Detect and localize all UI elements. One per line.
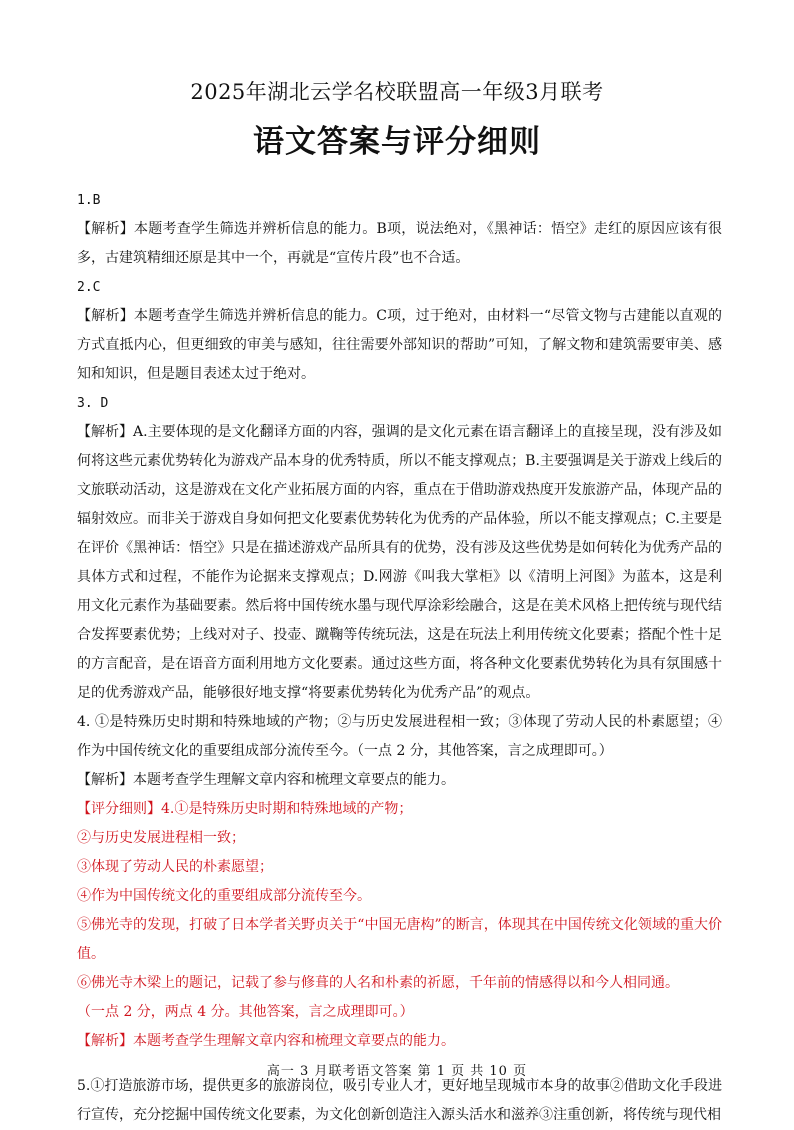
q3-answer: 3. D — [77, 396, 109, 411]
answer-content — [77, 186, 722, 1130]
q2-analysis: 【解析】本题考查学生筛选并辨析信息的能力。C项，过于绝对，由材料一“尽管文物与古建能以直观的方式直抵内心，但更细致的审美与感知，往往需要外部知识的帮助”可知，了解文物和建筑需要审美、感知和知识，但是题目表述太过于绝对。 — [77, 308, 722, 382]
q4-rubric-line-8: 【解析】本题考查学生理解文章内容和梳理文章要点的能力。 — [77, 1033, 455, 1049]
q3-analysis: 【解析】A.主要体现的是文化翻译方面的内容，强调的是文化元素在语言翻译上的直接呈现，没有涉及如何将这些元素优势转化为游戏产品本身的优秀特质，所以不能支撑观点；B.主要强调是关于游戏上线后的文旅联动活动，这是游戏在文化产业拓展方面的内容，重点在于借助游戏热度开发旅游产品，体现产品的辐射效应。而非关于游戏自身如何把文化要素优势转化为优秀的产品体验，所以不能支撑观点；C.主要是在评价《黑神话：悟空》只是在描述游戏产品所具有的优势，没有涉及这些优势是如何转化为优秀产品的具体方式和过程，不能作为论据来支撑观点；D.网游《叫我大掌柜》以《清明上河图》为蓝本，这是利用文化元素作为基础要素。然后将中国传统水墨与现代厚涂彩绘融合，这是在美术风格上把传统与现代结合发挥要素优势；上线对对子、投壶、蹴鞠等传统玩法，这是在玩法上利用传统文化要素；搭配个性十足的方言配音，是在语音方面利用地方文化要素。通过这些方面，将各种文化要素优势转化为具有氛围感十足的优秀游戏产品，能够很好地支撑“将要素优势转化为优秀产品”的观点。 — [77, 424, 722, 701]
q4-analysis: 【解析】本题考查学生理解文章内容和梳理文章要点的能力。 — [77, 772, 455, 788]
q4-rubric-line-1 — [77, 795, 722, 824]
q4-rubric-line-4: ④作为中国传统文化的重要组成部分流传至今。 — [77, 888, 371, 904]
rubric-text: 4.①是特殊历史时期和特殊地域的产物； — [161, 801, 413, 817]
q4-answer: 4. ①是特殊历史时期和特殊地域的产物；②与历史发展进程相一致；③体现了劳动人民的朴素愿望；④作为中国传统文化的重要组成部分流传至今。（一点 2 分，其他答案，言之成理即可。） — [77, 714, 722, 759]
page-footer: 高一 3 月联考语文答案 第 1 页 共 10 页 — [266, 1064, 528, 1079]
q4-rubric-line-7: （一点 2 分，两点 4 分。其他答案，言之成理即可。） — [77, 1004, 414, 1020]
exam-title: 2025年湖北云学名校联盟高一年级3月联考 — [190, 80, 604, 104]
q1-analysis: 【解析】本题考查学生筛选并辨析信息的能力。B项，说法绝对，《黑神话：悟空》走红的原因应该有很多，古建筑精细还原是其中一个，再就是“宣传片段”也不合适。 — [77, 221, 722, 266]
q4-rubric-line-3: ③体现了劳动人民的朴素愿望； — [77, 859, 273, 875]
q4-rubric-line-5: ⑤佛光寺的发现，打破了日本学者关野贞关于“中国无唐构”的断言，体现其在中国传统文化领域的重大价值。 — [77, 917, 722, 962]
rubric-tag: 【评分细则】 — [77, 801, 161, 817]
q4-rubric-line-2: ②与历史发展进程相一致； — [77, 830, 245, 846]
q5-answer: 5.①打造旅游市场，提供更多的旅游岗位，吸引专业人才，更好地呈现城市本身的故事②借助文化手段进行宣传，充分挖掘中国传统文化要素，为文化创新创造注入源头活水和滋养③注重创新，将传统与现代相 — [77, 1078, 722, 1123]
q4-rubric-line-6: ⑥佛光寺木梁上的题记，记载了参与修葺的人名和朴素的祈愿，千年前的情感得以和今人相同通。 — [77, 975, 679, 991]
q2-answer: 2.C — [77, 280, 101, 295]
document-title: 语文答案与评分细则 — [253, 124, 541, 160]
q1-answer: 1.B — [77, 193, 101, 208]
